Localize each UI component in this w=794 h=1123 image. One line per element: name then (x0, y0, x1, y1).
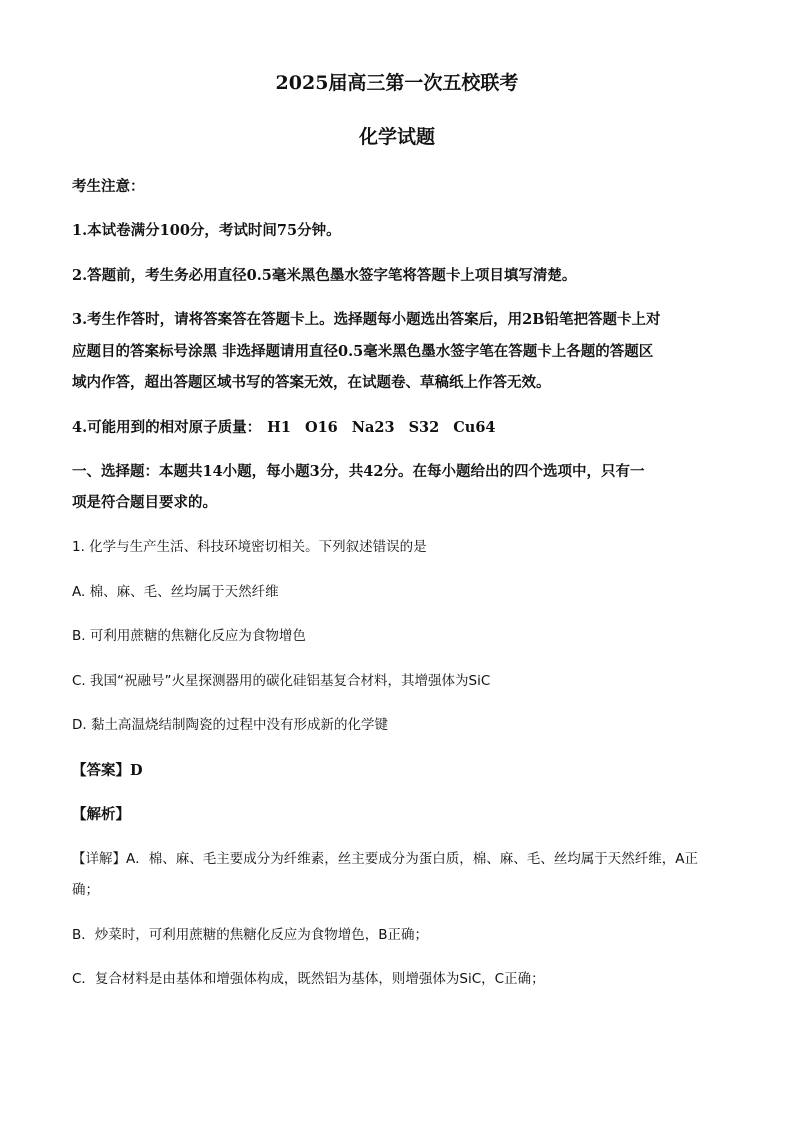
analysis-label: 【解析】 (72, 806, 130, 823)
option-b: B. 可利用蔗糖的焦糖化反应为食物增色 (72, 628, 306, 644)
option-d: D. 黏土高温烧结制陶瓷的过程中没有形成新的化学键 (72, 717, 388, 733)
subject-title: 化学试题 (358, 126, 435, 148)
mass-na: Na23 (351, 419, 395, 436)
notice-item-1: 1.本试卷满分100分，考试时间75分钟。 (72, 222, 341, 239)
answer-label: 【答案】D (72, 762, 143, 779)
detail-c: C．复合材料是由基体和增强体构成，既然铝为基体，则增强体为SiC，C正确； (72, 971, 545, 987)
exam-title: 2025届高三第一次五校联考 (275, 72, 519, 94)
notice-item-3-cont: 应题目的答案标号涂黑 非选择题请用直径0.5毫米黑色墨水签字笔在答题卡上各题的答题区 (72, 343, 654, 360)
option-a: A. 棉、麻、毛、丝均属于天然纤维 (72, 584, 279, 600)
option-c: C. 我国“祝融号”火星探测器用的碳化硅铝基复合材料，其增强体为SiC (72, 673, 491, 689)
atomic-mass-label: 4.可能用到的相对原子质量： (72, 419, 262, 436)
notice-item-3-cont2: 域内作答，超出答题区域书写的答案无效，在试题卷、草稿纸上作答无效。 (72, 374, 551, 391)
question-stem: 1. 化学与生产生活、科技环境密切相关。下列叙述错误的是 (72, 539, 427, 555)
notice-heading: 考生注意： (72, 178, 145, 195)
detail-a: 【详解】A．棉、麻、毛主要成分为纤维素，丝主要成分为蛋白质，棉、麻、毛、丝均属于天然纤维，A正 (72, 851, 698, 867)
mass-cu: Cu64 (453, 419, 496, 436)
detail-b: B．炒菜时，可利用蔗糖的焦糖化反应为食物增色，B正确； (72, 927, 429, 943)
detail-a-cont: 确； (72, 882, 99, 898)
mass-o: O16 (304, 419, 338, 436)
mass-h: H1 (267, 419, 291, 436)
section-heading: 一、选择题：本题共14小题，每小题3分，共42分。在每小题给出的四个选项中，只有一 (72, 463, 645, 480)
notice-item-3: 3.考生作答时，请将答案答在答题卡上。选择题每小题选出答案后，用2B铅笔把答题卡上对 (72, 311, 661, 328)
mass-s: S32 (408, 419, 440, 436)
section-heading-cont: 项是符合题目要求的。 (72, 494, 217, 511)
atomic-mass-line (72, 419, 722, 436)
notice-item-2: 2.答题前，考生务必用直径0.5毫米黑色墨水签字笔将答题卡上项目填写清楚。 (72, 267, 577, 284)
